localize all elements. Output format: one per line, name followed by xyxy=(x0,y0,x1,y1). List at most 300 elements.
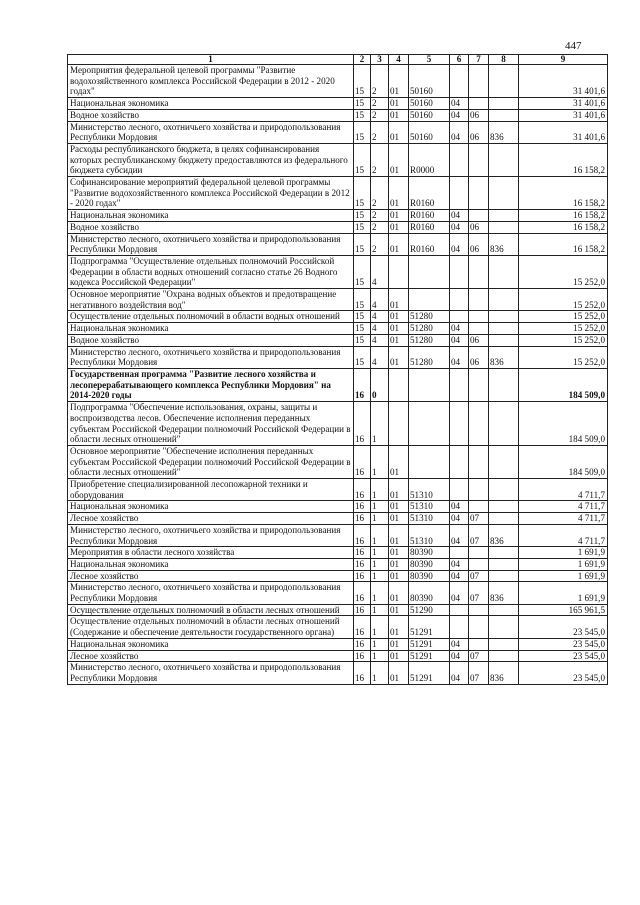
code-direction: 51290 xyxy=(409,604,450,616)
budget-table xyxy=(67,54,608,685)
row-name: Софинансирование мероприятий федеральной целевой программы "Развитие водохозяйственного комплекса Российской Федерации в 2012 - 2020 годах" xyxy=(68,177,354,210)
row-amount: 16 158,2 xyxy=(519,210,608,222)
code-program: 16 xyxy=(354,582,371,604)
row-name: Водное хозяйство xyxy=(68,221,354,233)
code-subprogram: 1 xyxy=(371,402,389,446)
row-amount: 4 711,7 xyxy=(519,479,608,501)
code-subsection xyxy=(469,210,489,222)
code-direction xyxy=(409,402,450,446)
code-ministry xyxy=(489,513,519,525)
code-event: 01 xyxy=(389,323,409,335)
header-row xyxy=(68,55,608,65)
code-section xyxy=(450,368,469,401)
row-name: Национальная экономика xyxy=(68,558,354,570)
col-header-9: 9 xyxy=(519,55,608,65)
code-subsection xyxy=(469,638,489,650)
code-section xyxy=(450,547,469,559)
row-amount: 31 401,6 xyxy=(519,109,608,121)
code-direction: R0160 xyxy=(409,221,450,233)
row-amount: 16 158,2 xyxy=(519,143,608,176)
code-subprogram: 4 xyxy=(371,334,389,346)
code-subsection xyxy=(469,177,489,210)
code-subsection: 07 xyxy=(469,662,489,684)
table-row xyxy=(68,501,608,513)
code-section xyxy=(450,402,469,446)
table-row xyxy=(68,233,608,255)
code-section xyxy=(450,255,469,288)
row-amount: 1 691,9 xyxy=(519,547,608,559)
code-program: 16 xyxy=(354,501,371,513)
code-subprogram: 4 xyxy=(371,323,389,335)
code-event: 01 xyxy=(389,513,409,525)
code-ministry: 836 xyxy=(489,662,519,684)
row-amount: 15 252,0 xyxy=(519,255,608,288)
code-event: 01 xyxy=(389,570,409,582)
code-direction: 50160 xyxy=(409,65,450,98)
code-section: 04 xyxy=(450,98,469,110)
code-ministry xyxy=(489,65,519,98)
row-name: Подпрограмма "Осуществление отдельных полномочий Российской Федерации в области водных отношений согласно статье 26 Водного кодекса Российской Федерации" xyxy=(68,255,354,288)
code-subprogram: 2 xyxy=(371,121,389,143)
code-event: 01 xyxy=(389,616,409,638)
code-program: 16 xyxy=(354,604,371,616)
code-event: 01 xyxy=(389,109,409,121)
code-program: 15 xyxy=(354,98,371,110)
row-name: Министерство лесного, охотничьего хозяйства и природопользования Республики Мордовия xyxy=(68,524,354,546)
code-event: 01 xyxy=(389,221,409,233)
page-number: 447 xyxy=(565,40,582,52)
table-body xyxy=(68,65,608,685)
code-event: 01 xyxy=(389,445,409,478)
code-direction: 51280 xyxy=(409,334,450,346)
code-subprogram: 4 xyxy=(371,289,389,311)
code-event xyxy=(389,402,409,446)
code-subprogram: 1 xyxy=(371,650,389,662)
code-program: 16 xyxy=(354,662,371,684)
code-subprogram: 1 xyxy=(371,558,389,570)
code-section: 04 xyxy=(450,638,469,650)
code-subprogram: 1 xyxy=(371,662,389,684)
row-name: Подпрограмма "Обеспечение использования, охраны, защиты и воспроизводства лесов. Обеспечение исполнения переданных субъектам Российской Федерации полномочий Российской Федерации в области лесных отношений" xyxy=(68,402,354,446)
code-subsection: 06 xyxy=(469,109,489,121)
code-subprogram: 1 xyxy=(371,524,389,546)
code-subsection: 06 xyxy=(469,334,489,346)
row-amount: 15 252,0 xyxy=(519,311,608,323)
table-row xyxy=(68,604,608,616)
code-program: 16 xyxy=(354,445,371,478)
code-section xyxy=(450,479,469,501)
code-section: 04 xyxy=(450,570,469,582)
table-row xyxy=(68,289,608,311)
row-amount: 15 252,0 xyxy=(519,289,608,311)
code-ministry xyxy=(489,638,519,650)
code-subsection: 06 xyxy=(469,346,489,368)
row-name: Мероприятия федеральной целевой программы "Развитие водохозяйственного комплекса Российской Федерации в 2012 - 2020 годах" xyxy=(68,65,354,98)
code-direction: 51291 xyxy=(409,638,450,650)
row-name: Основное мероприятие "Обеспечение исполнения переданных субъектам Российской Федерации полномочий Российской Федерации в области лесных отношений" xyxy=(68,445,354,478)
code-direction: 51280 xyxy=(409,323,450,335)
code-ministry xyxy=(489,570,519,582)
code-subsection xyxy=(469,479,489,501)
table-row xyxy=(68,334,608,346)
code-subprogram: 2 xyxy=(371,233,389,255)
code-program: 16 xyxy=(354,402,371,446)
code-subsection: 07 xyxy=(469,582,489,604)
code-section xyxy=(450,604,469,616)
row-amount: 4 711,7 xyxy=(519,513,608,525)
code-subsection: 07 xyxy=(469,570,489,582)
code-section xyxy=(450,65,469,98)
row-name: Мероприятия в области лесного хозяйства xyxy=(68,547,354,559)
row-name: Основное мероприятие "Охрана водных объектов и предотвращение негативного воздействия вод" xyxy=(68,289,354,311)
code-direction: 50160 xyxy=(409,98,450,110)
col-header-5: 5 xyxy=(409,55,450,65)
code-ministry xyxy=(489,547,519,559)
code-ministry xyxy=(489,479,519,501)
table-row xyxy=(68,638,608,650)
code-ministry xyxy=(489,650,519,662)
code-direction: R0160 xyxy=(409,233,450,255)
code-subprogram: 2 xyxy=(371,65,389,98)
row-name: Осуществление отдельных полномочий в области лесных отношений xyxy=(68,604,354,616)
code-direction: 50160 xyxy=(409,109,450,121)
code-section: 04 xyxy=(450,323,469,335)
row-name: Лесное хозяйство xyxy=(68,650,354,662)
code-direction: 51291 xyxy=(409,662,450,684)
code-event: 01 xyxy=(389,98,409,110)
code-ministry xyxy=(489,368,519,401)
code-ministry xyxy=(489,323,519,335)
code-program: 15 xyxy=(354,334,371,346)
code-event: 01 xyxy=(389,177,409,210)
code-ministry: 836 xyxy=(489,582,519,604)
code-direction: 51310 xyxy=(409,524,450,546)
row-name: Министерство лесного, охотничьего хозяйства и природопользования Республики Мордовия xyxy=(68,582,354,604)
code-subprogram: 1 xyxy=(371,501,389,513)
code-event: 01 xyxy=(389,121,409,143)
code-direction: 80390 xyxy=(409,558,450,570)
code-direction: 80390 xyxy=(409,582,450,604)
row-name: Водное хозяйство xyxy=(68,334,354,346)
code-event: 01 xyxy=(389,604,409,616)
row-amount: 184 509,0 xyxy=(519,402,608,446)
code-program: 15 xyxy=(354,233,371,255)
code-program: 16 xyxy=(354,616,371,638)
code-ministry xyxy=(489,334,519,346)
code-subsection: 07 xyxy=(469,524,489,546)
row-amount: 16 158,2 xyxy=(519,177,608,210)
table-row xyxy=(68,445,608,478)
code-event: 01 xyxy=(389,547,409,559)
table-row xyxy=(68,221,608,233)
row-amount: 23 545,0 xyxy=(519,662,608,684)
code-subprogram: 2 xyxy=(371,210,389,222)
code-section: 04 xyxy=(450,346,469,368)
table-row xyxy=(68,650,608,662)
col-header-1: 1 xyxy=(68,55,354,65)
code-ministry xyxy=(489,311,519,323)
code-subprogram: 4 xyxy=(371,255,389,288)
code-subprogram: 2 xyxy=(371,143,389,176)
code-subprogram: 0 xyxy=(371,368,389,401)
code-program: 15 xyxy=(354,65,371,98)
row-name: Расходы республиканского бюджета, в целях софинансирования которых республиканскому бюджету предоставляются из федерального бюджета субсидии xyxy=(68,143,354,176)
code-section: 04 xyxy=(450,650,469,662)
code-program: 15 xyxy=(354,289,371,311)
code-event: 01 xyxy=(389,558,409,570)
code-subsection xyxy=(469,616,489,638)
code-program: 15 xyxy=(354,109,371,121)
code-subprogram: 2 xyxy=(371,98,389,110)
code-section: 04 xyxy=(450,524,469,546)
code-program: 15 xyxy=(354,210,371,222)
code-program: 16 xyxy=(354,650,371,662)
row-name: Национальная экономика xyxy=(68,501,354,513)
code-direction xyxy=(409,368,450,401)
row-name: Осуществление отдельных полномочий в области водных отношений xyxy=(68,311,354,323)
code-program: 15 xyxy=(354,255,371,288)
code-event: 01 xyxy=(389,524,409,546)
table-row xyxy=(68,558,608,570)
code-ministry xyxy=(489,177,519,210)
code-program: 16 xyxy=(354,524,371,546)
code-section xyxy=(450,177,469,210)
code-ministry xyxy=(489,255,519,288)
code-section: 04 xyxy=(450,558,469,570)
code-subsection xyxy=(469,402,489,446)
code-subsection xyxy=(469,311,489,323)
code-direction: 80390 xyxy=(409,547,450,559)
row-amount: 4 711,7 xyxy=(519,501,608,513)
code-ministry xyxy=(489,501,519,513)
code-ministry xyxy=(489,289,519,311)
table-row xyxy=(68,368,608,401)
code-event xyxy=(389,368,409,401)
code-event: 01 xyxy=(389,346,409,368)
table-row xyxy=(68,65,608,98)
code-direction xyxy=(409,445,450,478)
code-program: 15 xyxy=(354,311,371,323)
code-program: 16 xyxy=(354,368,371,401)
table-header xyxy=(68,55,608,65)
code-section: 04 xyxy=(450,513,469,525)
code-section: 04 xyxy=(450,501,469,513)
code-subsection xyxy=(469,604,489,616)
row-name: Государственная программа "Развитие лесного хозяйства и лесоперерабатывающего комплекса Республики Мордовия" на 2014-2020 годы xyxy=(68,368,354,401)
code-subprogram: 2 xyxy=(371,177,389,210)
code-subsection: 06 xyxy=(469,233,489,255)
code-ministry xyxy=(489,402,519,446)
col-header-7: 7 xyxy=(469,55,489,65)
code-subprogram: 1 xyxy=(371,616,389,638)
code-section xyxy=(450,616,469,638)
code-ministry: 836 xyxy=(489,121,519,143)
code-event xyxy=(389,255,409,288)
code-direction: 51280 xyxy=(409,346,450,368)
code-subprogram: 1 xyxy=(371,513,389,525)
code-ministry: 836 xyxy=(489,233,519,255)
table-row xyxy=(68,582,608,604)
row-name: Национальная экономика xyxy=(68,323,354,335)
code-subprogram: 1 xyxy=(371,570,389,582)
code-subsection: 07 xyxy=(469,513,489,525)
row-amount: 165 961,5 xyxy=(519,604,608,616)
row-amount: 31 401,6 xyxy=(519,98,608,110)
code-section xyxy=(450,289,469,311)
code-ministry xyxy=(489,604,519,616)
code-program: 15 xyxy=(354,221,371,233)
code-section: 04 xyxy=(450,221,469,233)
col-header-8: 8 xyxy=(489,55,519,65)
code-subsection xyxy=(469,65,489,98)
code-ministry xyxy=(489,558,519,570)
row-amount: 184 509,0 xyxy=(519,368,608,401)
table-row xyxy=(68,402,608,446)
code-section: 04 xyxy=(450,233,469,255)
table-row xyxy=(68,513,608,525)
table-row xyxy=(68,121,608,143)
code-subprogram: 1 xyxy=(371,638,389,650)
code-program: 16 xyxy=(354,558,371,570)
code-subprogram: 1 xyxy=(371,479,389,501)
code-subsection xyxy=(469,255,489,288)
code-direction: 80390 xyxy=(409,570,450,582)
code-event: 01 xyxy=(389,233,409,255)
table-row xyxy=(68,547,608,559)
row-amount: 1 691,9 xyxy=(519,570,608,582)
code-direction: 51310 xyxy=(409,479,450,501)
code-event: 01 xyxy=(389,334,409,346)
code-event: 01 xyxy=(389,210,409,222)
code-program: 16 xyxy=(354,547,371,559)
code-subsection: 06 xyxy=(469,121,489,143)
code-section: 04 xyxy=(450,582,469,604)
table-row xyxy=(68,177,608,210)
col-header-4: 4 xyxy=(389,55,409,65)
code-event: 01 xyxy=(389,662,409,684)
code-subprogram: 1 xyxy=(371,445,389,478)
row-amount: 1 691,9 xyxy=(519,558,608,570)
table-row xyxy=(68,662,608,684)
code-event: 01 xyxy=(389,650,409,662)
row-amount: 23 545,0 xyxy=(519,616,608,638)
code-direction: 51291 xyxy=(409,650,450,662)
row-name: Национальная экономика xyxy=(68,210,354,222)
code-subsection xyxy=(469,547,489,559)
code-subsection xyxy=(469,368,489,401)
code-ministry xyxy=(489,98,519,110)
code-section: 04 xyxy=(450,334,469,346)
row-amount: 23 545,0 xyxy=(519,650,608,662)
code-ministry xyxy=(489,445,519,478)
row-name: Министерство лесного, охотничьего хозяйства и природопользования Республики Мордовия xyxy=(68,121,354,143)
code-event: 01 xyxy=(389,311,409,323)
row-amount: 184 509,0 xyxy=(519,445,608,478)
table-row xyxy=(68,323,608,335)
row-name: Национальная экономика xyxy=(68,98,354,110)
code-section xyxy=(450,445,469,478)
code-section: 04 xyxy=(450,662,469,684)
code-event: 01 xyxy=(389,143,409,176)
code-subsection: 06 xyxy=(469,221,489,233)
code-subprogram: 1 xyxy=(371,582,389,604)
row-name: Лесное хозяйство xyxy=(68,513,354,525)
code-event: 01 xyxy=(389,638,409,650)
row-name: Министерство лесного, охотничьего хозяйства и природопользования Республики Мордовия xyxy=(68,662,354,684)
table-row xyxy=(68,616,608,638)
code-program: 15 xyxy=(354,323,371,335)
code-subsection xyxy=(469,558,489,570)
code-subprogram: 2 xyxy=(371,221,389,233)
code-ministry xyxy=(489,109,519,121)
code-section xyxy=(450,143,469,176)
code-direction xyxy=(409,289,450,311)
code-subsection xyxy=(469,501,489,513)
code-program: 15 xyxy=(354,143,371,176)
code-subsection xyxy=(469,143,489,176)
col-header-3: 3 xyxy=(371,55,389,65)
code-section: 04 xyxy=(450,121,469,143)
table-row xyxy=(68,109,608,121)
code-program: 16 xyxy=(354,570,371,582)
row-amount: 1 691,9 xyxy=(519,582,608,604)
col-header-6: 6 xyxy=(450,55,469,65)
code-subsection xyxy=(469,98,489,110)
row-amount: 15 252,0 xyxy=(519,323,608,335)
code-ministry xyxy=(489,616,519,638)
code-program: 15 xyxy=(354,346,371,368)
row-name: Осуществление отдельных полномочий в области лесных отношений (Содержание и обеспечение деятельности государственного органа) xyxy=(68,616,354,638)
row-amount: 23 545,0 xyxy=(519,638,608,650)
row-amount: 16 158,2 xyxy=(519,233,608,255)
table-row xyxy=(68,479,608,501)
code-direction xyxy=(409,255,450,288)
code-direction: 51291 xyxy=(409,616,450,638)
code-direction: R0160 xyxy=(409,210,450,222)
code-event: 01 xyxy=(389,289,409,311)
table-row xyxy=(68,98,608,110)
code-event: 01 xyxy=(389,582,409,604)
code-event: 01 xyxy=(389,479,409,501)
table-row xyxy=(68,210,608,222)
code-ministry xyxy=(489,210,519,222)
row-amount: 4 711,7 xyxy=(519,524,608,546)
code-ministry xyxy=(489,143,519,176)
row-name: Министерство лесного, охотничьего хозяйства и природопользования Республики Мордовия xyxy=(68,233,354,255)
table-row xyxy=(68,143,608,176)
code-direction: 51280 xyxy=(409,311,450,323)
code-subprogram: 4 xyxy=(371,346,389,368)
row-amount: 15 252,0 xyxy=(519,346,608,368)
code-direction: R0000 xyxy=(409,143,450,176)
code-program: 15 xyxy=(354,177,371,210)
code-direction: 51310 xyxy=(409,501,450,513)
code-direction: 50160 xyxy=(409,121,450,143)
code-direction: 51310 xyxy=(409,513,450,525)
table-row xyxy=(68,255,608,288)
code-program: 16 xyxy=(354,479,371,501)
code-subprogram: 2 xyxy=(371,109,389,121)
code-subsection: 07 xyxy=(469,650,489,662)
col-header-2: 2 xyxy=(354,55,371,65)
code-ministry xyxy=(489,221,519,233)
code-event: 01 xyxy=(389,65,409,98)
table-row xyxy=(68,311,608,323)
table-row xyxy=(68,346,608,368)
code-subprogram: 1 xyxy=(371,547,389,559)
table-row xyxy=(68,570,608,582)
code-section: 04 xyxy=(450,210,469,222)
